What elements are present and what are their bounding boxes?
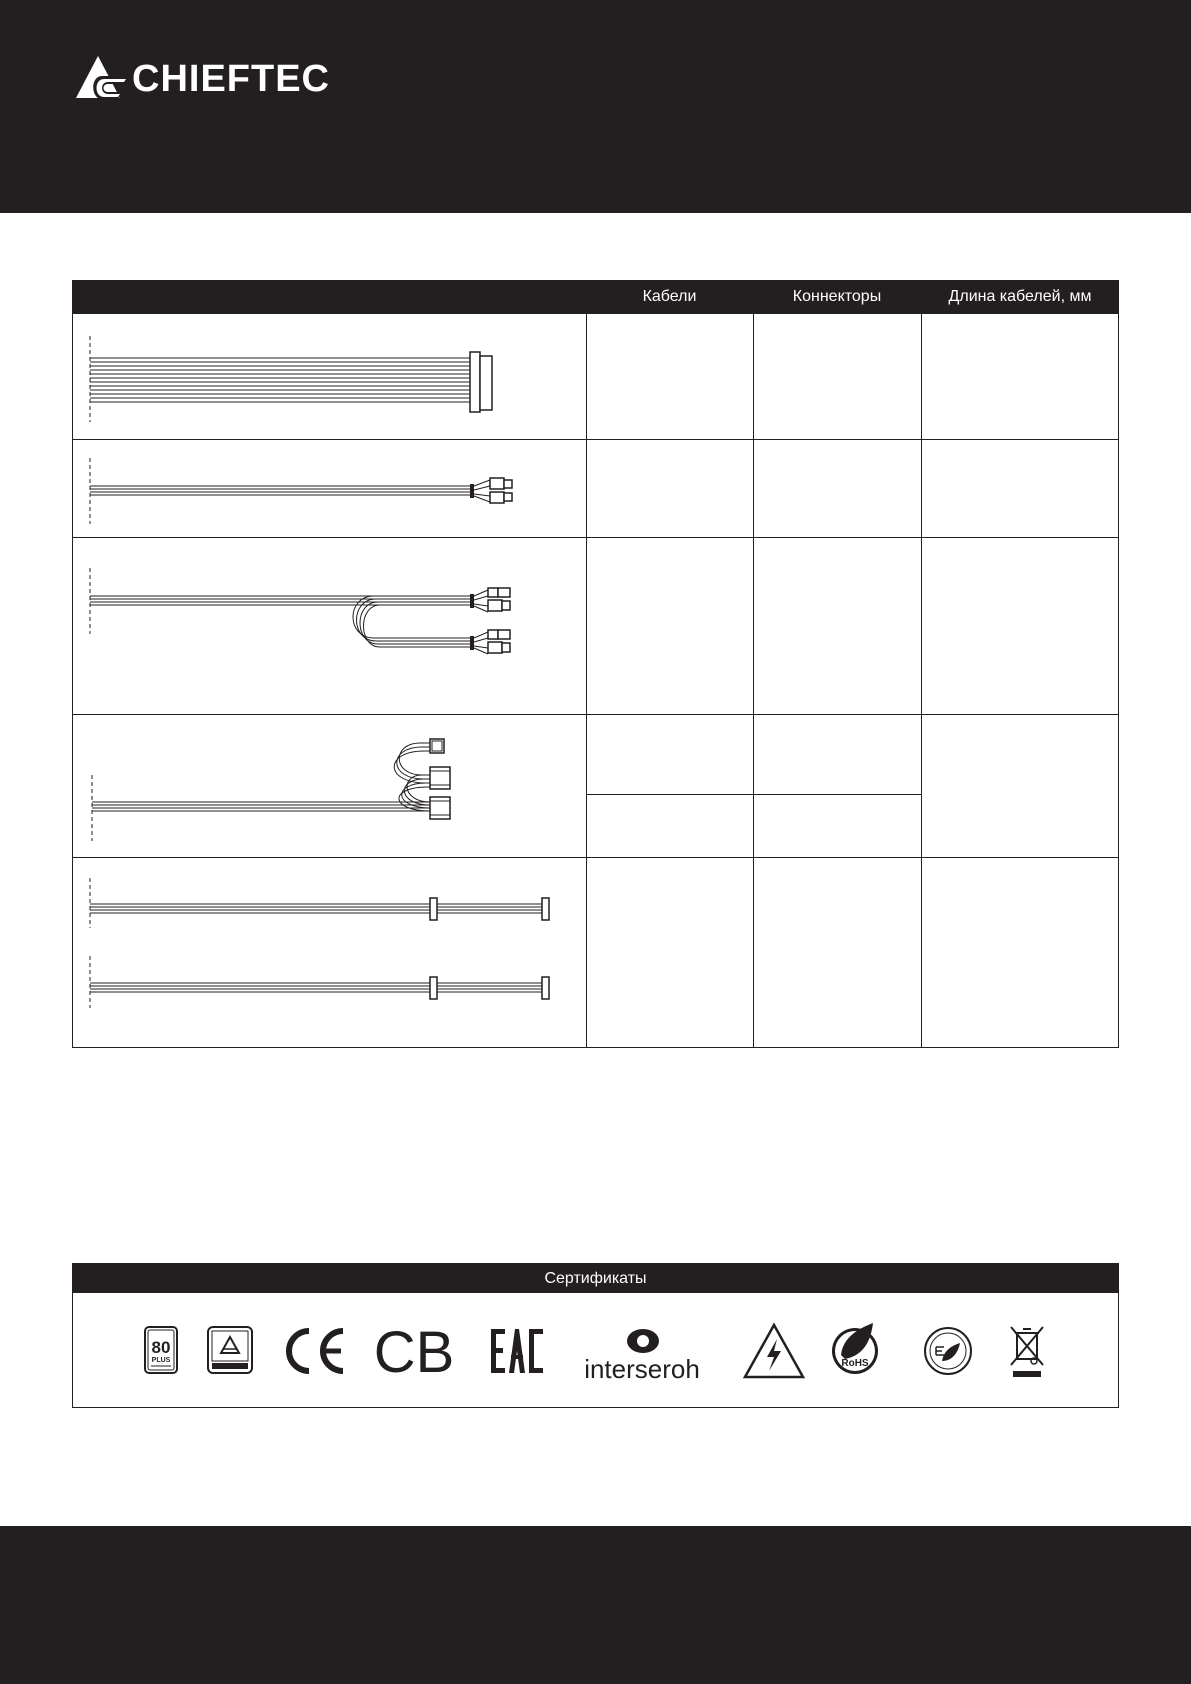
rohs-label: RoHS: [841, 1358, 869, 1369]
table-row-4b-cables: [587, 795, 754, 858]
rohs-icon: [829, 1293, 881, 1407]
tuv-rheinland-icon: [206, 1293, 254, 1407]
80plus-icon: [143, 1293, 179, 1407]
table-header: [72, 280, 1119, 314]
header-bar: [0, 0, 1191, 213]
sata-cables-drawing: [74, 858, 586, 1048]
pcie-cable-drawing: [74, 538, 586, 715]
table-row-3-cables: [587, 538, 754, 715]
molex-floppy-cable-drawing: [74, 715, 586, 858]
brand-logo: [76, 54, 336, 104]
header-connectors: Коннекторы: [792, 288, 882, 305]
table-row-1-connectors: [754, 314, 922, 440]
high-voltage-icon: [743, 1293, 805, 1407]
table-row-1-cables: [587, 314, 754, 440]
cb-label: CB: [373, 1320, 455, 1385]
ce-icon: [279, 1293, 349, 1407]
table-row-4a-cables: [587, 715, 754, 795]
brand-name: CHIEFTEC: [132, 58, 330, 100]
80plus-label: PLUS: [151, 1357, 171, 1364]
table-row-2-cables: [587, 440, 754, 538]
table-row-3-length: [922, 538, 1119, 715]
eac-icon: [489, 1293, 545, 1407]
certificates-title: Сертификаты: [73, 1264, 1118, 1293]
80plus-number: 80: [151, 1338, 171, 1357]
table-row-5-cables: [587, 858, 754, 1048]
certificates-icons: [73, 1293, 1118, 1407]
table-row-4a-connectors: [754, 715, 922, 795]
atx-24pin-cable-drawing: [74, 314, 586, 440]
certificates-section: [72, 1263, 1119, 1408]
footer-bar: [0, 1526, 1191, 1684]
table-row-5-length: [922, 858, 1119, 1048]
chieftec-triangle-icon: [76, 54, 132, 104]
table-row-4-length: [922, 715, 1119, 858]
table-row-1-length: [922, 314, 1119, 440]
header-cables: Кабели: [642, 288, 697, 305]
table-row-5-connectors: [754, 858, 922, 1048]
table-row-4b-connectors: [754, 795, 922, 858]
header-image: [72, 280, 586, 314]
cable-spec-table: [72, 280, 1119, 1048]
table-row-2-connectors: [754, 440, 922, 538]
header-length: Длина кабелей, мм: [948, 288, 1092, 305]
interseroh-icon: [577, 1293, 707, 1407]
weee-icon: [1007, 1293, 1047, 1407]
cb-icon: [369, 1293, 459, 1407]
table-row-3-connectors: [754, 538, 922, 715]
table-body: [72, 314, 1119, 1048]
erp-icon: [922, 1293, 974, 1407]
interseroh-label: interseroh: [584, 1354, 700, 1384]
table-row-2-length: [922, 440, 1119, 538]
cpu-8pin-cable-drawing: [74, 440, 586, 538]
